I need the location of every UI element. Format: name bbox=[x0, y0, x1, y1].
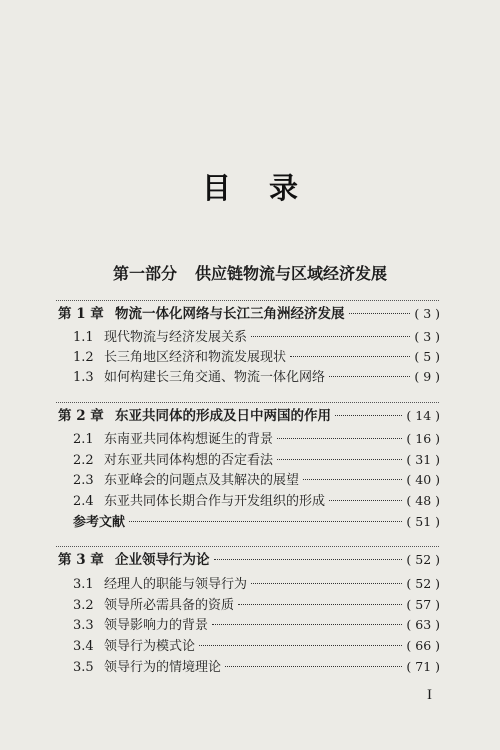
part-heading bbox=[0, 261, 500, 284]
toc-chapter-2[interactable] bbox=[58, 408, 440, 424]
section-number: 3.4 bbox=[73, 639, 94, 654]
section-number: 1.2 bbox=[73, 350, 94, 365]
references-title: 参考文献 bbox=[73, 515, 126, 530]
leader-dots bbox=[290, 356, 410, 357]
part-label: 第一部分 bbox=[112, 264, 177, 283]
divider bbox=[56, 300, 439, 301]
toc-section-1-1[interactable] bbox=[73, 329, 440, 346]
section-title: 如何构建长三角交通、物流一体化网络 bbox=[104, 370, 326, 385]
page-number: ( 71 ) bbox=[406, 659, 440, 674]
page-number: ( 48 ) bbox=[406, 493, 440, 508]
section-number: 3.5 bbox=[73, 660, 94, 675]
folio-page-number: I bbox=[427, 687, 432, 703]
leader-dots bbox=[335, 415, 402, 416]
chapter-number: 第 1 章 bbox=[58, 306, 104, 322]
leader-dots bbox=[129, 521, 402, 522]
page-number: ( 66 ) bbox=[406, 638, 440, 653]
toc-section-2-2[interactable] bbox=[73, 452, 440, 469]
toc-section-3-1[interactable] bbox=[73, 576, 440, 593]
page-number: ( 3 ) bbox=[414, 306, 440, 321]
chapter-title: 企业领导行为论 bbox=[115, 552, 210, 568]
section-number: 2.2 bbox=[73, 453, 94, 468]
toc-chapter-1[interactable] bbox=[58, 306, 440, 322]
section-number: 2.3 bbox=[73, 473, 94, 488]
divider bbox=[56, 546, 439, 547]
section-title: 经理人的职能与领导行为 bbox=[104, 577, 248, 592]
leader-dots bbox=[214, 559, 403, 560]
section-number: 2.1 bbox=[73, 432, 94, 447]
leader-dots bbox=[349, 313, 411, 314]
page-number: ( 40 ) bbox=[406, 472, 440, 487]
page-number: ( 5 ) bbox=[414, 349, 440, 364]
leader-dots bbox=[251, 336, 410, 337]
page-number: ( 52 ) bbox=[406, 576, 440, 591]
section-title: 东亚共同体长期合作与开发组织的形成 bbox=[104, 494, 326, 509]
leader-dots bbox=[199, 645, 402, 646]
leader-dots bbox=[212, 624, 402, 625]
chapter-title: 物流一体化网络与长江三角洲经济发展 bbox=[115, 306, 345, 322]
section-number: 2.4 bbox=[73, 494, 94, 509]
toc-section-1-2[interactable] bbox=[73, 349, 440, 366]
leader-dots bbox=[277, 459, 402, 460]
leader-dots bbox=[251, 583, 402, 584]
leader-dots bbox=[238, 604, 402, 605]
section-number: 1.1 bbox=[73, 330, 94, 345]
toc-section-3-3[interactable] bbox=[73, 617, 440, 634]
toc-section-3-4[interactable] bbox=[73, 638, 440, 655]
chapter-number: 第 3 章 bbox=[58, 552, 104, 568]
chapter-number: 第 2 章 bbox=[58, 408, 104, 424]
page-number: ( 63 ) bbox=[406, 617, 440, 632]
toc-section-2-1[interactable] bbox=[73, 431, 440, 448]
leader-dots bbox=[329, 376, 410, 377]
section-number: 3.2 bbox=[73, 598, 94, 613]
page-number: ( 14 ) bbox=[406, 408, 440, 423]
leader-dots bbox=[303, 479, 402, 480]
toc-references[interactable] bbox=[73, 514, 440, 531]
section-title: 东亚峰会的问题点及其解决的展望 bbox=[104, 473, 300, 488]
section-title: 领导影响力的背景 bbox=[104, 618, 209, 633]
toc-chapter-3[interactable] bbox=[58, 552, 440, 568]
leader-dots bbox=[277, 438, 402, 439]
section-number: 1.3 bbox=[73, 370, 94, 385]
divider bbox=[56, 402, 439, 403]
section-title: 领导行为的情境理论 bbox=[104, 660, 222, 675]
toc-section-3-5[interactable] bbox=[73, 659, 440, 676]
toc-section-2-3[interactable] bbox=[73, 472, 440, 489]
page-number: ( 9 ) bbox=[414, 369, 440, 384]
toc-section-3-2[interactable] bbox=[73, 597, 440, 614]
section-title: 长三角地区经济和物流发展现状 bbox=[104, 350, 287, 365]
page-number: ( 52 ) bbox=[406, 552, 440, 567]
page-number: ( 31 ) bbox=[406, 452, 440, 467]
section-number: 3.1 bbox=[73, 577, 94, 592]
leader-dots bbox=[329, 500, 402, 501]
page-number: ( 51 ) bbox=[406, 514, 440, 529]
leader-dots bbox=[225, 666, 402, 667]
page-title: 目录 bbox=[201, 171, 336, 205]
page-number: ( 57 ) bbox=[406, 597, 440, 612]
page-number: ( 3 ) bbox=[414, 329, 440, 344]
page-number: ( 16 ) bbox=[406, 431, 440, 446]
section-title: 东南亚共同体构想诞生的背景 bbox=[104, 432, 274, 447]
part-title: 供应链物流与区域经济发展 bbox=[195, 264, 388, 283]
section-title: 领导行为模式论 bbox=[104, 639, 196, 654]
chapter-title: 东亚共同体的形成及日中两国的作用 bbox=[115, 408, 331, 424]
section-title: 对东亚共同体构想的否定看法 bbox=[104, 453, 274, 468]
toc-section-1-3[interactable] bbox=[73, 369, 440, 386]
section-title: 领导所必需具备的资质 bbox=[104, 598, 235, 613]
section-title: 现代物流与经济发展关系 bbox=[104, 330, 248, 345]
section-number: 3.3 bbox=[73, 618, 94, 633]
toc-section-2-4[interactable] bbox=[73, 493, 440, 510]
